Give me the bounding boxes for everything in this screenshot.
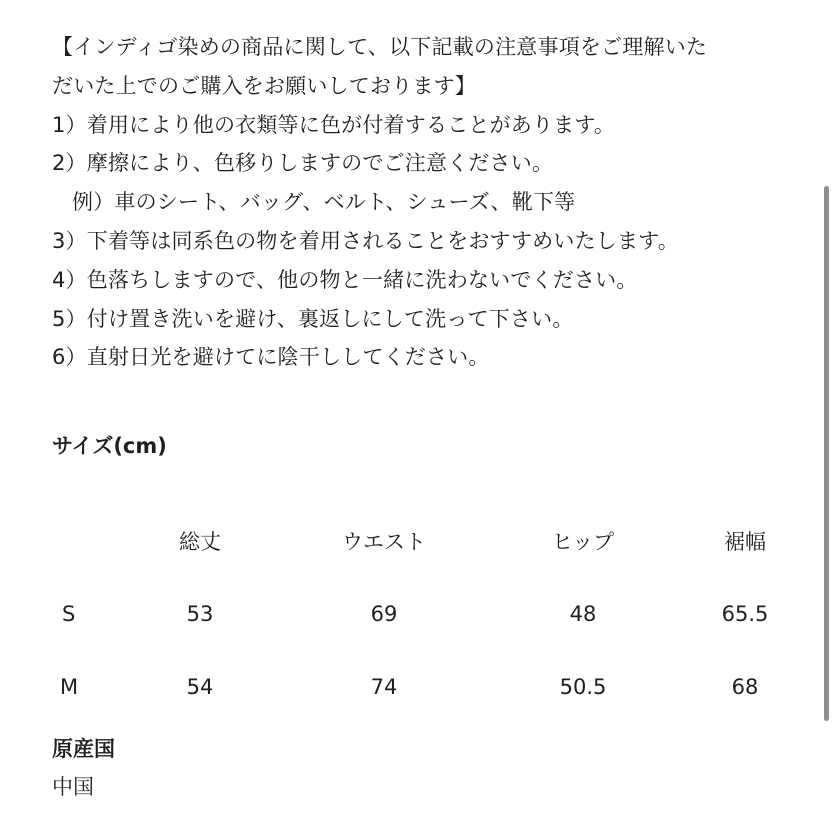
size-section-title: サイズ(cm) — [52, 434, 167, 458]
size-header-hem-width: 裾幅 — [724, 530, 766, 554]
size-cell: 68 — [731, 675, 759, 699]
size-cell: 54 — [186, 675, 214, 699]
notice-line: 5）付け置き洗いを避け、裏返しにして洗って下さい。 — [52, 306, 574, 331]
size-header-hip: ヒップ — [551, 530, 615, 554]
size-cell: 50.5 — [559, 675, 607, 699]
notice-line: 1）着用により他の衣類等に色が付着することがあります。 — [52, 112, 616, 137]
origin-section-title: 原産国 — [52, 737, 115, 761]
size-cell: 74 — [370, 675, 398, 699]
size-row-label: M — [60, 675, 79, 699]
indigo-care-notice — [52, 28, 792, 377]
notice-line: 4）色落ちしますので、他の物と一緒に洗わないでください。 — [52, 267, 638, 292]
size-row-label: S — [62, 602, 76, 626]
origin-value: 中国 — [52, 775, 94, 799]
scrollbar[interactable] — [821, 0, 835, 835]
notice-line: 6）直射日光を避けてに陰干ししてください。 — [52, 345, 490, 370]
size-cell: 48 — [569, 602, 597, 626]
notice-line: だいた上でのご購入をお願いしております】 — [52, 73, 476, 98]
notice-line: 【インディゴ染めの商品に関して、以下記載の注意事項をご理解いた — [52, 35, 708, 59]
scrollbar-thumb[interactable] — [824, 186, 829, 721]
size-header-waist: ウエスト — [342, 530, 426, 554]
size-cell: 69 — [370, 602, 398, 626]
notice-line: 2）摩擦により、色移りしますのでご注意ください。 — [52, 151, 554, 176]
size-cell: 65.5 — [721, 602, 769, 626]
size-cell: 53 — [186, 602, 214, 626]
notice-example-line: 例）車のシート、バッグ、ベルト、シューズ、靴下等 — [72, 190, 576, 215]
notice-line: 3）下着等は同系色の物を着用されることをおすすめいたします。 — [52, 228, 679, 253]
size-header-total-length: 総丈 — [179, 530, 221, 554]
